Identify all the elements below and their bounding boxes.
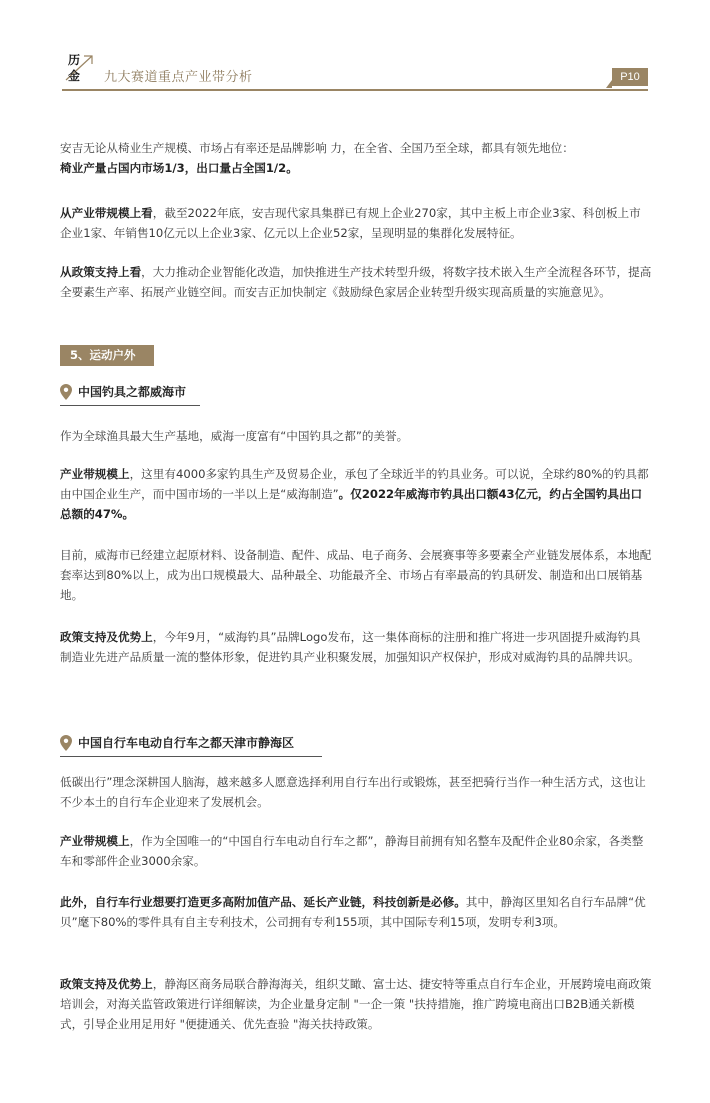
jinghai-policy-lead: 政策支持及优势上 (60, 977, 153, 991)
page-number-badge: P10 (612, 68, 648, 86)
location-pin-icon (60, 384, 72, 400)
scale-text: ，截至2022年底，安吉现代家具集群已有规上企业270家，其中主板上市企业3家、科创板上市企业1家、年销售10亿元以上企业3家、亿元以上企业52家，呈现明显的集群化发展特征。 (60, 206, 641, 240)
weihai-policy-text: ，今年9月，“威海钓具”品牌Logo发布，这一集体商标的注册和推广将进一步巩固提升威海钓具制造业先进产品质量一流的整体形象，促进钓具产业积聚发展，加强知识产权保护，形成对威海钓具的品牌共识。 (60, 630, 641, 664)
weihai-scale-lead: 产业带规模上 (60, 467, 130, 481)
weihai-intro: 作为全球渔具最大生产基地，威海一度富有“中国钓具之都”的美誉。 (60, 429, 409, 443)
subheading-underline (60, 756, 322, 757)
jinghai-scale-lead: 产业带规模上 (60, 834, 130, 848)
weihai-export-highlight: 。仅2022年威海市钓具出口额43亿元，约占全国钓具出口总额的47%。 (60, 487, 643, 521)
subheading-jinghai-text: 中国自行车电动自行车之都天津市静海区 (78, 736, 295, 750)
policy-text: ，大力推动企业智能化改造，加快推进生产技术转型升级，将数字技术嵌入生产全流程各环节，提高全要素生产率、拓展产业链空间。而安吉正加快制定《鼓励绿色家居企业转型升级实现高质量的实施意见》。 (60, 265, 652, 299)
weihai-chain-paragraph: 目前，威海市已经建立起原材料、设备制造、配件、成品、电子商务、会展赛事等多要素全产业链发展体系，本地配套率达到80%以上，成为出口规模最大、品种最全、功能最齐全、市场占有率最高的钓具研发、制造和出口展销基地。 (60, 548, 652, 602)
logo-char-bottom: 金 (68, 69, 81, 83)
scale-paragraph (60, 203, 652, 243)
subheading-weihai (60, 383, 210, 405)
location-pin-icon (60, 735, 72, 751)
intro-highlight: 椅业产量占国内市场1/3，出口量占全国1/2。 (60, 161, 298, 175)
jinghai-innovation-paragraph (60, 892, 652, 932)
weihai-policy-lead: 政策支持及优势上 (60, 630, 153, 644)
jinghai-innovation-text: 其中，静海区里知名自行车品牌“优贝”麾下80%的零件具有自主专利技术，公司拥有专利155项，其中国际专利15项，发明专利3项。 (60, 895, 646, 929)
subheading-underline (60, 405, 200, 406)
subheading-jinghai (60, 734, 330, 756)
weihai-policy-paragraph (60, 627, 652, 667)
brand-logo (62, 48, 102, 88)
jinghai-scale-paragraph (60, 831, 652, 871)
jinghai-intro: 低碳出行”理念深耕国人脑海，越来越多人愿意选择利用自行车出行或锻炼，甚至把骑行当作一种生活方式，这也让不少本土的自行车企业迎来了发展机会。 (60, 775, 646, 809)
jinghai-scale-text: ，作为全国唯一的“中国自行车电动自行车之都”，静海目前拥有知名整车及配件企业80余家，各类整车和零部件企业3000余家。 (60, 834, 644, 868)
section-label-outdoor: 5、运动户外 (60, 345, 154, 366)
intro-paragraph (60, 138, 652, 178)
weihai-scale-paragraph (60, 464, 652, 524)
weihai-scale-text: ，这里有4000多家钓具生产及贸易企业，承包了全球近半的钓具业务。可以说，全球约80%的钓具都由中国企业生产，而中国市场的一半以上是“威海制造” (60, 467, 649, 501)
jinghai-policy-text: ，静海区商务局联合静海海关，组织艾瞰、富士达、捷安特等重点自行车企业，开展跨境电商政策培训会，对海关监管政策进行详细解读，为企业量身定制 "一企一策 "扶持措施，推广跨境电商出口B2B通关新模式，引导企业用足用好 "便捷通关、优先查验 "海关扶持政策。 (60, 977, 652, 1031)
scale-lead: 从产业带规模上看 (60, 206, 153, 220)
policy-paragraph (60, 262, 652, 302)
jinghai-innovation-lead: 此外，自行车行业想要打造更多高附加值产品、延长产业链，科技创新是必修。 (60, 895, 466, 909)
jinghai-policy-paragraph (60, 974, 652, 1034)
logo-char-top: 历 (68, 53, 81, 67)
page-header (0, 0, 710, 100)
page-title: 九大赛道重点产业带分析 (104, 70, 253, 85)
intro-line: 安吉无论从椅业生产规模、市场占有率还是品牌影响 力，在全省、全国乃至全球，都具有领先地位： (60, 141, 574, 155)
header-divider (62, 89, 648, 91)
policy-lead: 从政策支持上看 (60, 265, 142, 279)
subheading-weihai-text: 中国钓具之都威海市 (78, 385, 187, 399)
